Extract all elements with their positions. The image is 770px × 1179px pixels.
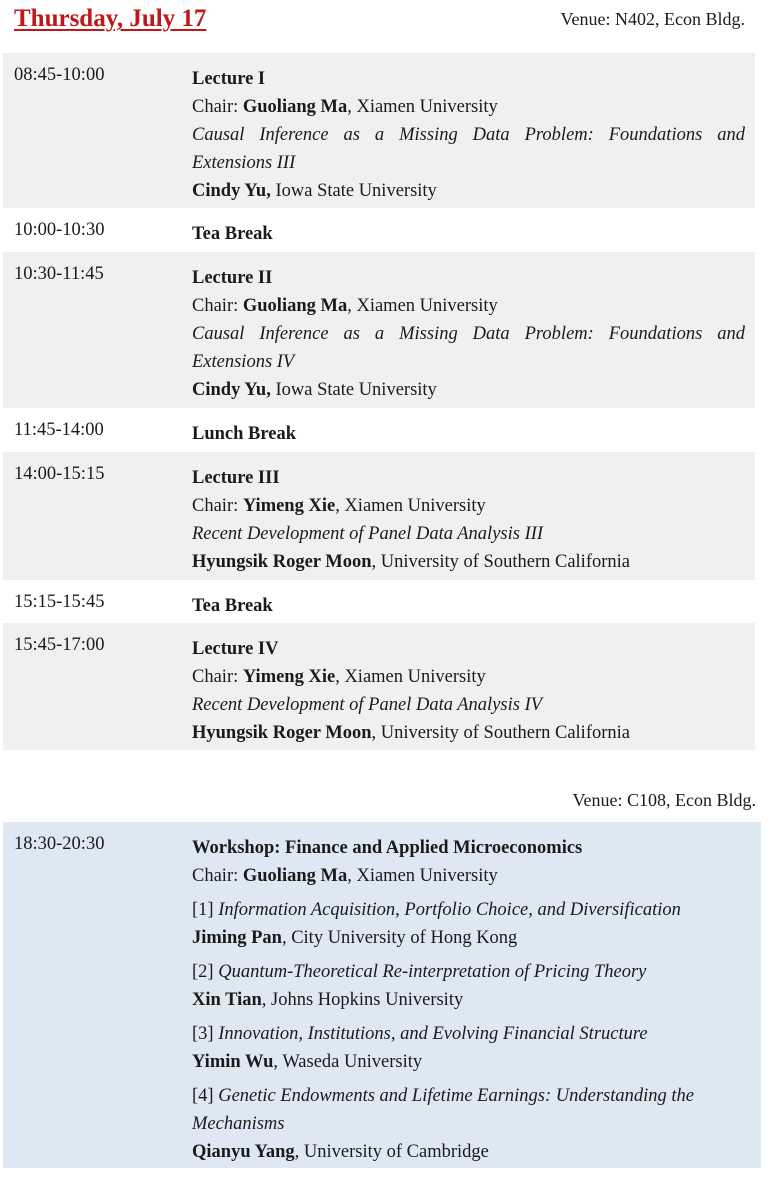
talk-title: Recent Development of Panel Data Analysis IV: [192, 695, 543, 715]
paper-affiliation: , Johns Hopkins University: [261, 990, 464, 1010]
paper-title-line: [192, 958, 747, 986]
talk-title: Recent Development of Panel Data Analysis III: [192, 524, 544, 544]
paper-title-line: [192, 896, 747, 924]
session-content: [192, 420, 745, 448]
session-time: 11:45-14:00: [14, 420, 104, 440]
paper-number: [1]: [192, 900, 219, 920]
workshop-row: [3, 822, 761, 1168]
session-row: [3, 408, 755, 452]
paper-title: Genetic Endowments and Lifetime Earnings: Understanding the Mechanisms: [192, 1086, 695, 1134]
paper-affiliation: , Waseda University: [273, 1052, 423, 1072]
venue-label: Venue: C108, Econ Bldg.: [572, 790, 756, 810]
speaker-affiliation: , University of Southern California: [371, 723, 630, 743]
paper-item: [192, 958, 747, 1014]
speaker-affiliation: Iowa State University: [270, 181, 437, 201]
paper-author: Xin Tian: [192, 990, 262, 1010]
chair-affiliation: , Xiamen University: [335, 667, 486, 687]
session-content: [192, 220, 745, 248]
session-chair: [192, 492, 745, 520]
session-content: [192, 834, 747, 1166]
session-title: Lecture IV: [192, 639, 279, 659]
speaker-affiliation: Iowa State University: [270, 380, 437, 400]
chair-name: Guoliang Ma: [242, 866, 348, 886]
session-chair: [192, 663, 745, 691]
chair-prefix: Chair:: [192, 667, 243, 687]
session-title: Lecture III: [192, 468, 280, 488]
session-time: 08:45-10:00: [14, 65, 105, 85]
session-title: Lunch Break: [192, 424, 297, 444]
paper-title-line: [192, 1082, 747, 1138]
session-chair: [192, 862, 747, 890]
session-chair: [192, 93, 745, 121]
session-time: 15:45-17:00: [14, 635, 105, 655]
session-time: 10:30-11:45: [14, 264, 104, 284]
session-title: Tea Break: [192, 224, 273, 244]
session-content: [192, 635, 745, 747]
speaker-affiliation: , University of Southern California: [371, 552, 630, 572]
paper-title: Information Acquisition, Portfolio Choice, and Diversification: [218, 900, 681, 920]
venue-label: Venue: N402, Econ Bldg.: [560, 9, 745, 29]
session-chair: [192, 292, 745, 320]
session-title: Tea Break: [192, 596, 273, 616]
chair-affiliation: , Xiamen University: [347, 866, 498, 886]
session-row: [3, 452, 755, 580]
session-row: [3, 580, 755, 623]
chair-name: Guoliang Ma: [242, 296, 348, 316]
session-speaker: [192, 376, 745, 404]
paper-item: [192, 896, 747, 952]
session-time: 18:30-20:30: [14, 834, 105, 854]
chair-affiliation: , Xiamen University: [347, 296, 498, 316]
session-speaker: [192, 177, 745, 205]
session-time: 10:00-10:30: [14, 220, 105, 240]
session-row: [3, 53, 755, 208]
paper-title: Innovation, Institutions, and Evolving Financial Structure: [218, 1024, 648, 1044]
speaker-name: Hyungsik Roger Moon: [192, 552, 372, 572]
chair-prefix: Chair:: [192, 296, 243, 316]
talk-title: Causal Inference as a Missing Data Problem: Foundations and Extensions III: [192, 125, 745, 173]
session-row: [3, 623, 755, 750]
paper-author-line: [192, 1048, 747, 1076]
session-speaker: [192, 548, 745, 576]
chair-name: Guoliang Ma: [242, 97, 348, 117]
paper-affiliation: , City University of Hong Kong: [281, 928, 518, 948]
session-title: Lecture II: [192, 268, 273, 288]
speaker-name: Cindy Yu,: [192, 181, 271, 201]
speaker-name: Hyungsik Roger Moon: [192, 723, 372, 743]
paper-author-line: [192, 986, 747, 1014]
paper-number: [2]: [192, 962, 219, 982]
chair-name: Yimeng Xie: [242, 667, 336, 687]
session-title: Lecture I: [192, 69, 266, 89]
session-speaker: [192, 719, 745, 747]
paper-author: Yimin Wu: [192, 1052, 274, 1072]
talk-title: Causal Inference as a Missing Data Problem: Foundations and Extensions IV: [192, 324, 745, 372]
speaker-name: Cindy Yu,: [192, 380, 271, 400]
paper-item: [192, 1020, 747, 1076]
paper-title: Quantum-Theoretical Re-interpretation of Pricing Theory: [218, 962, 647, 982]
session-row: [3, 252, 755, 408]
session-content: [192, 464, 745, 576]
chair-name: Yimeng Xie: [242, 496, 336, 516]
day-title: Thursday, July 17: [14, 5, 207, 32]
chair-affiliation: , Xiamen University: [335, 496, 486, 516]
paper-number: [4]: [192, 1086, 219, 1106]
session-content: [192, 65, 745, 205]
paper-author: Qianyu Yang: [192, 1142, 295, 1162]
chair-prefix: Chair:: [192, 496, 243, 516]
paper-author-line: [192, 924, 747, 952]
chair-prefix: Chair:: [192, 97, 243, 117]
workshop-title: Workshop: Finance and Applied Microeconomics: [192, 838, 583, 858]
session-content: [192, 592, 745, 620]
session-content: [192, 264, 745, 404]
paper-item: [192, 1082, 747, 1166]
paper-affiliation: , University of Cambridge: [294, 1142, 489, 1162]
session-row: [3, 208, 755, 252]
session-time: 15:15-15:45: [14, 592, 105, 612]
paper-title-line: [192, 1020, 747, 1048]
session-time: 14:00-15:15: [14, 464, 105, 484]
paper-author: Jiming Pan: [192, 928, 282, 948]
paper-number: [3]: [192, 1024, 219, 1044]
paper-author-line: [192, 1138, 747, 1166]
chair-affiliation: , Xiamen University: [347, 97, 498, 117]
chair-prefix: Chair:: [192, 866, 243, 886]
